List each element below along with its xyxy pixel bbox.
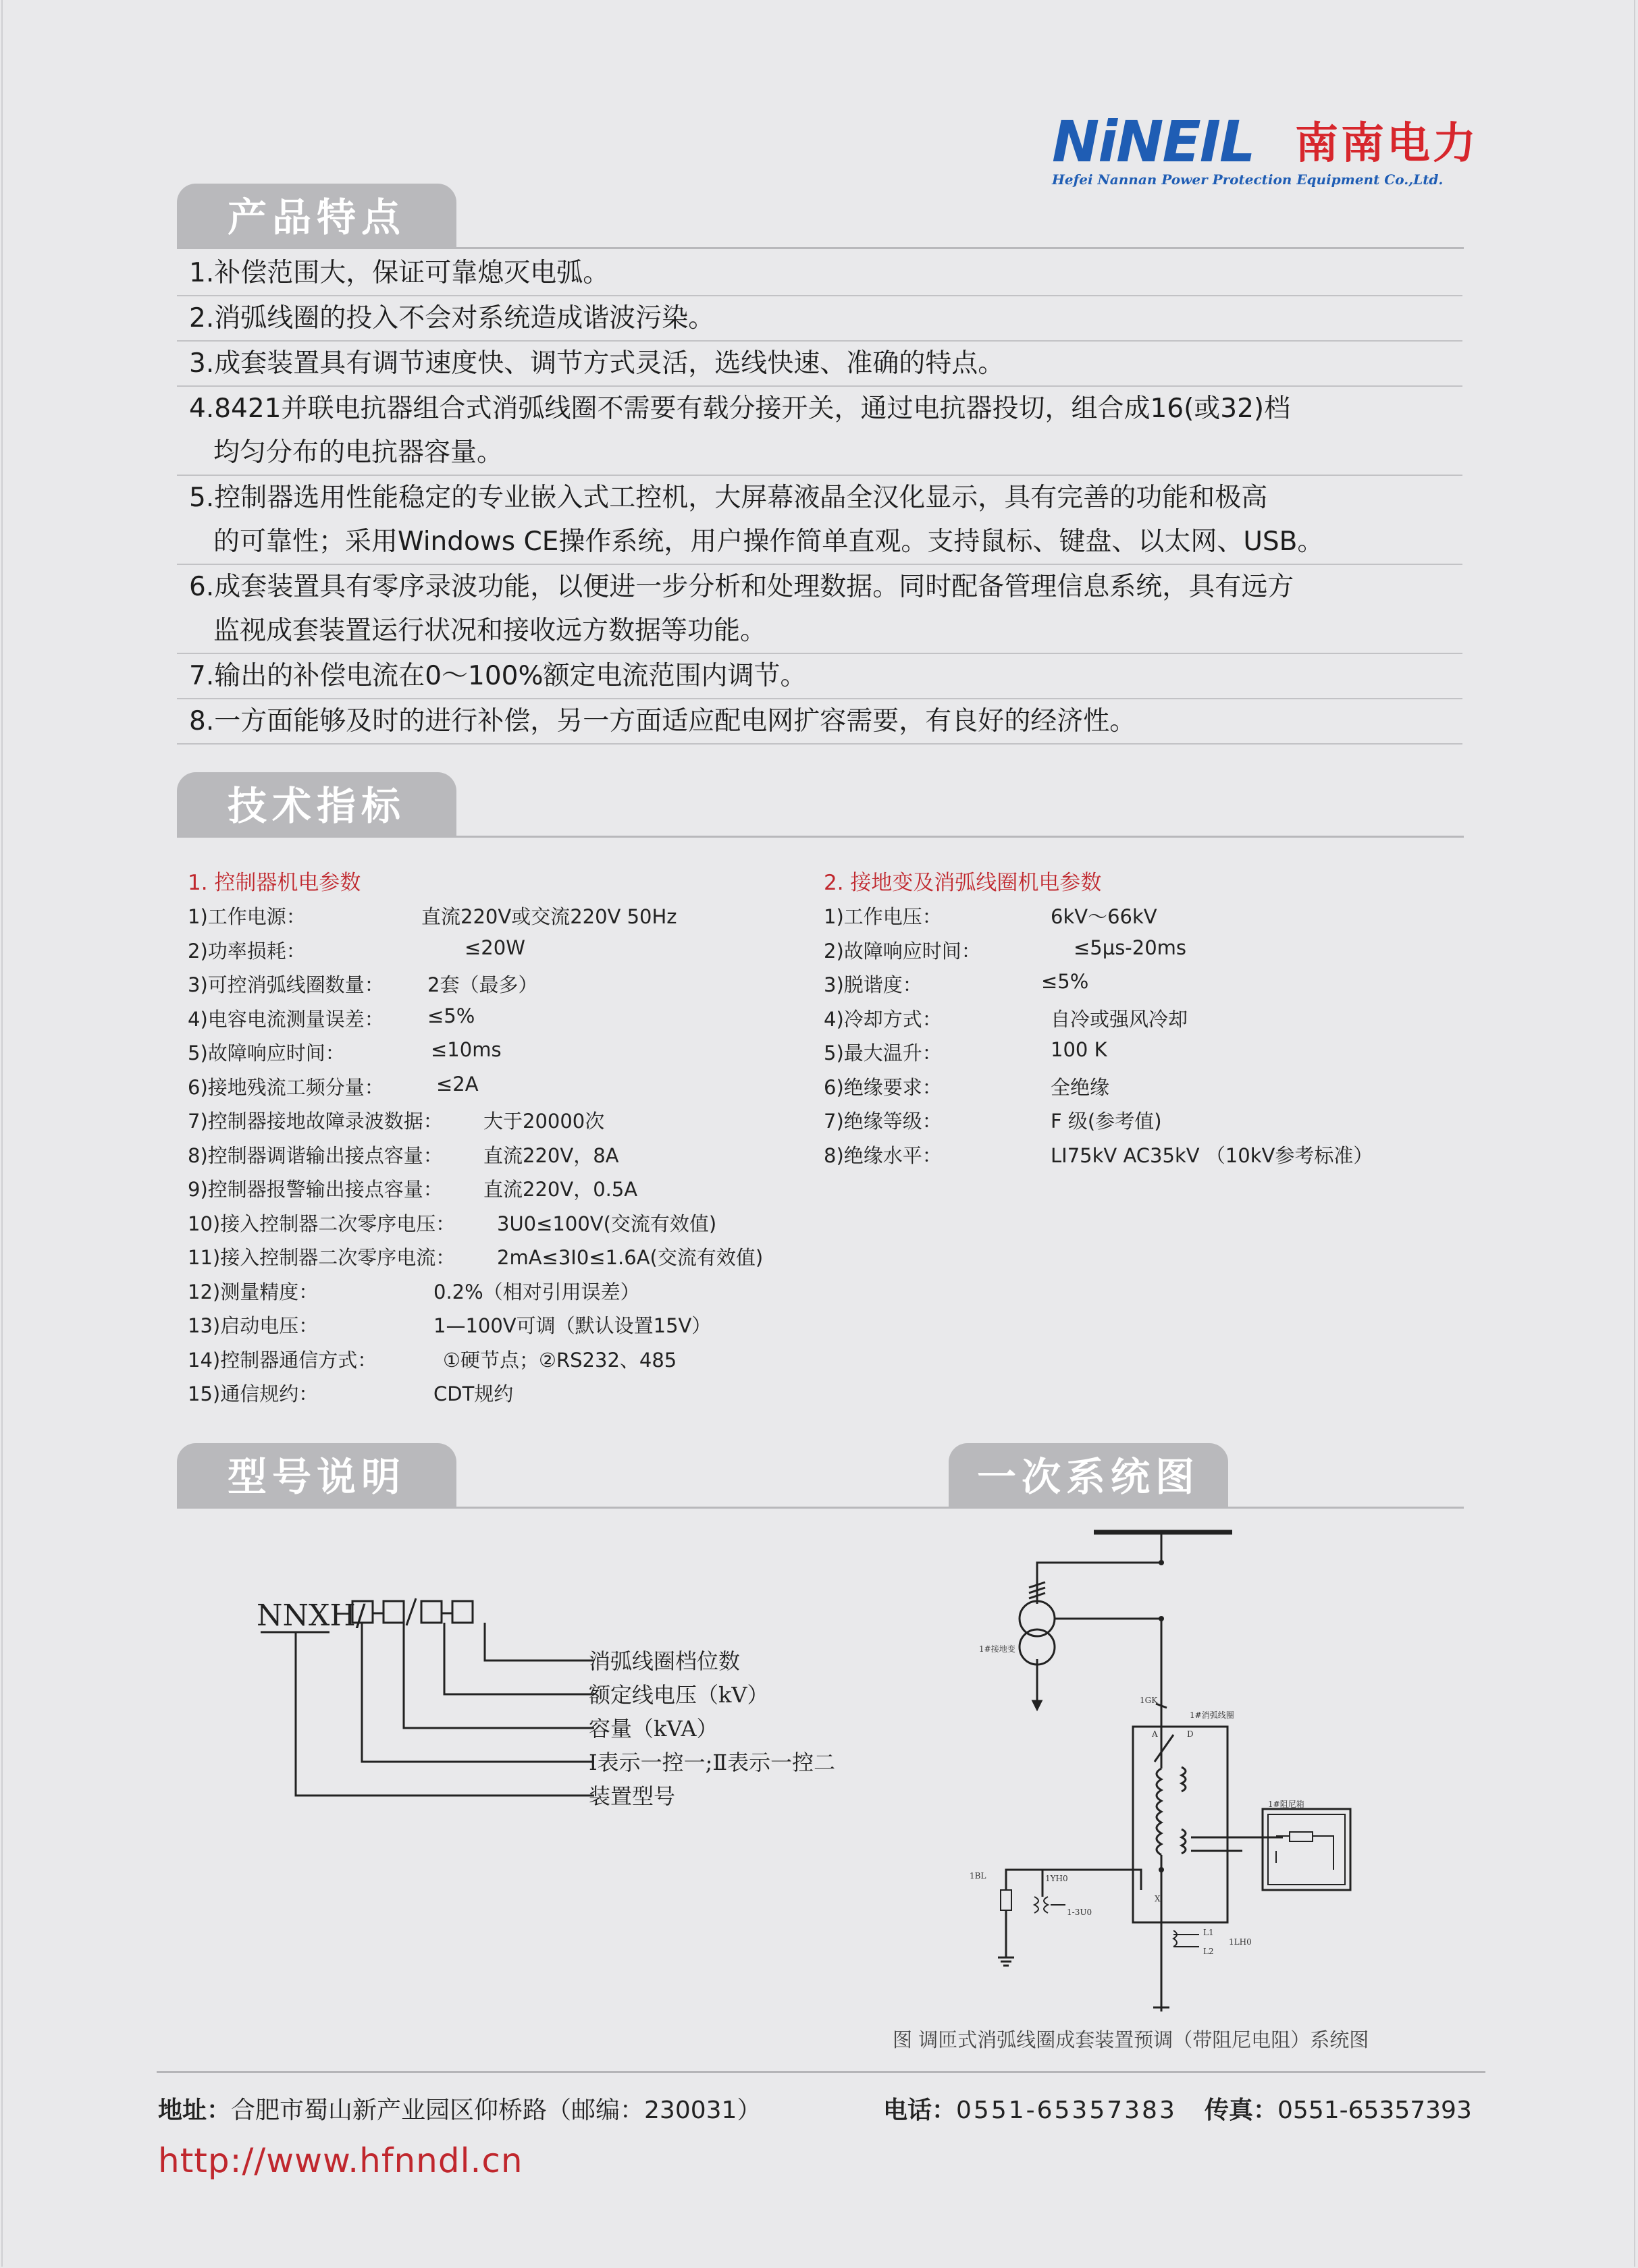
param-value: 0.2%（相对引用误差） [433,1280,640,1303]
param-value: 大于20000次 [483,1110,605,1133]
model-label: 容量（kVA） [589,1716,718,1742]
label-ibl: 1BL [970,1871,986,1881]
model-section-rule [177,1507,1464,1509]
param-row [824,936,1187,964]
param-row [188,970,538,998]
feature-item [177,565,1462,654]
fax-value: 0551-65357393 [1277,2097,1472,2124]
feature-text: 8.一方面能够及时的进行补偿，另一方面适应配电网扩容需要，有良好的经济性。 [189,706,1136,736]
features-section-rule [177,247,1464,249]
param-value: 2mA≤3I0≤1.6A(交流有效值) [497,1246,764,1269]
param-row [824,1073,1110,1100]
param-row [188,1004,475,1032]
tech-right-title: 2. 接地变及消弧线圈机电参数 [824,871,1102,895]
param-label: 14)控制器通信方式： [188,1348,377,1372]
param-label: 4)冷却方式： [824,1007,942,1031]
param-row [188,1038,502,1066]
feature-item [177,342,1462,387]
param-value: 自冷或强风冷却 [1051,1007,1188,1031]
features-list [177,251,1462,745]
label-coil: 1#消弧线圈 [1190,1710,1234,1720]
param-row [188,1277,640,1305]
system-caption: 图 调匝式消弧线圈成套装置预调（带阻尼电阻）系统图 [893,2028,1369,2051]
param-value: ≤5% [1041,970,1089,993]
website-link[interactable]: http://www.hfnndl.cn [158,2141,523,2180]
param-value: LI75kV AC35kV （10kV参考标准） [1051,1143,1373,1167]
address-value: 合肥市蜀山新产业园区仰桥路（邮编：230031） [231,2097,762,2124]
param-label: 3)脱谐度： [824,973,922,996]
param-label: 15)通信规约： [188,1382,319,1405]
param-label: 1)工作电源： [188,905,306,928]
label-l2: L2 [1203,1947,1214,1956]
feature-item [177,296,1462,342]
fax-label: 传真： [1205,2097,1278,2124]
param-row [188,1072,479,1100]
label-d: D [1187,1729,1194,1739]
param-label: 7)控制器接地故障录波数据： [188,1110,443,1133]
feature-text-cont: 的可靠性；采用Windows CE操作系统，用户操作简单直观。支持鼠标、键盘、以太网、USB。 [213,526,1324,557]
param-row [824,1004,1188,1032]
param-row [188,936,525,964]
param-row [188,1345,677,1373]
model-section-title: 型号说明 [177,1443,456,1508]
param-row [824,1038,1107,1066]
param-row [824,970,1089,998]
param-value: 直流220V，8A [483,1143,619,1167]
param-label: 6)接地残流工频分量： [188,1075,384,1099]
param-label: 2)功率损耗： [188,939,306,963]
company-logo [1052,108,1484,189]
tech-left-title: 1. 控制器机电参数 [188,871,361,895]
model-label: 额定线电压（kV） [589,1682,769,1708]
address-label: 地址： [158,2097,232,2124]
param-value: F 级(参考值) [1051,1110,1162,1133]
feature-text: 6.成套装置具有零序录波功能，以便进一步分析和处理数据。同时配备管理信息系统，具有远方 [189,572,1294,602]
param-label: 10)接入控制器二次零序电压： [188,1212,456,1235]
model-label: 装置型号 [589,1783,676,1809]
feature-text: 7.输出的补偿电流在0～100%额定电流范围内调节。 [189,661,807,691]
footer-phone [883,2091,1177,2126]
param-label: 8)绝缘水平： [824,1143,942,1167]
param-row [188,1379,514,1407]
label-transformer: 1#接地变 [979,1644,1015,1654]
feature-item [177,251,1462,296]
param-label: 12)测量精度： [188,1280,319,1303]
feature-text: 3.成套装置具有调节速度快、调节方式灵活，选线快速、准确的特点。 [189,348,1005,379]
logo-english-name: Hefei Nannan Power Protection Equipment Co.,Ltd. [1052,171,1444,188]
label-u: 1-3U0 [1067,1908,1092,1917]
param-label: 13)启动电压： [188,1314,319,1337]
footer-rule [157,2071,1485,2073]
param-value: ≤5% [427,1004,475,1027]
tech-section-title: 技术指标 [177,772,456,837]
param-value: 直流220V或交流220V 50Hz [421,905,677,928]
param-row [188,1106,605,1134]
param-row [824,1141,1373,1168]
param-label: 5)故障响应时间： [188,1042,345,1064]
label-switch: 1GK [1140,1696,1158,1705]
param-row [188,1311,712,1339]
param-row [824,902,1157,929]
param-label: 2)故障响应时间： [824,939,981,963]
system-diagram [959,1512,1391,2012]
param-value: ≤2A [436,1072,479,1096]
param-label: 9)控制器报警输出接点容量： [188,1178,443,1201]
param-label: 11)接入控制器二次零序电流： [188,1246,456,1269]
logo-brand-text: NiNEIL [1052,109,1254,175]
param-value: 1—100V可调（默认设置15V） [433,1314,712,1337]
label-a: A [1152,1729,1158,1739]
param-label: 1)工作电压： [824,905,942,928]
features-section-title: 产品特点 [177,184,456,248]
param-row [188,1141,619,1168]
param-value: 6kV～66kV [1051,905,1157,928]
feature-text: 4.8421并联电抗器组合式消弧线圈不需要有载分接开关，通过电抗器投切，组合成16(或32)档 [189,394,1291,424]
param-label: 7)绝缘等级： [824,1110,942,1133]
param-row [188,1209,717,1237]
feature-text: 5.控制器选用性能稳定的专业嵌入式工控机，大屏幕液晶全汉化显示，具有完善的功能和极高 [189,483,1268,513]
label-x: X [1155,1894,1161,1904]
tech-section-rule [177,836,1464,838]
system-schematic [959,1512,1391,2012]
param-label: 3)可控消弧线圈数量： [188,973,384,996]
model-label: 消弧线圈档位数 [589,1648,741,1674]
param-label: 8)控制器调谐输出接点容量： [188,1143,443,1167]
label-lh: 1LH0 [1229,1937,1252,1947]
model-label: Ⅰ表示一控一;Ⅱ表示一控二 [589,1750,836,1775]
feature-item [177,476,1462,565]
phone-value: 0551-65357383 [956,2097,1177,2124]
feature-item [177,699,1462,745]
param-row [188,902,677,929]
param-value: ≤5μs-20ms [1074,936,1187,959]
param-row [188,1174,638,1202]
param-value: ≤20W [465,936,525,959]
feature-item [177,387,1462,476]
footer-address [158,2091,761,2126]
label-yh: 1YH0 [1045,1874,1068,1883]
param-value: ①硬节点；②RS232、485 [443,1348,677,1372]
param-value: 直流220V，0.5A [483,1178,638,1201]
param-value: 100 K [1051,1038,1107,1061]
param-label: 6)绝缘要求： [824,1075,942,1099]
param-row [824,1106,1162,1134]
model-diagram [257,1593,905,1823]
param-value: CDT规约 [433,1382,514,1405]
phone-label: 电话： [883,2097,957,2124]
label-l1: L1 [1203,1928,1214,1937]
param-value: 2套（最多） [427,973,538,996]
param-value: 全绝缘 [1051,1075,1110,1099]
model-code: NNXH/ [257,1598,366,1633]
feature-text: 2.消弧线圈的投入不会对系统造成谐波污染。 [189,303,715,333]
param-value: 3U0≤100V(交流有效值) [497,1212,717,1235]
feature-text: 1.补偿范围大，保证可靠熄灭电弧。 [189,258,610,288]
param-row [188,1243,764,1270]
logo-chinese-name: 南南电力 [1295,119,1479,169]
param-value: ≤10ms [431,1038,502,1061]
label-damper: 1#阻尼箱 [1268,1800,1304,1809]
param-label: 4)电容电流测量误差： [188,1007,384,1031]
system-section-title: 一次系统图 [949,1443,1228,1508]
feature-text-cont: 监视成套装置运行状况和接收远方数据等功能。 [213,616,767,646]
footer-fax [1205,2091,1472,2126]
param-label: 5)最大温升： [824,1042,942,1064]
feature-item [177,654,1462,699]
feature-text-cont: 均匀分布的电抗器容量。 [213,437,504,468]
